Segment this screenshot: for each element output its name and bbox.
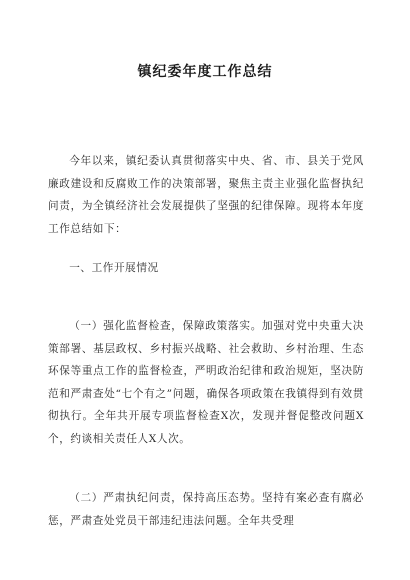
- item-1-paragraph: （一）强化监督检查，保障政策落实。加强对党中央重大决策部署、基层政权、乡村振兴战略、社会救助、乡村治理、生态环保等重点工作的监督检查，严明政治纪律和政治规矩，坚决防范和严肃查处“七个有之”问题，确保各项政策在我镇得到有效贯彻执行。全年共开展专项监督检查X次，发现并督促整改问题X个，约谈相关责任人X人次。: [48, 320, 364, 445]
- intro-paragraph: 今年以来，镇纪委认真贯彻落实中央、省、市、县关于党风廉政建设和反腐败工作的决策部署，聚焦主责主业强化监督执纪问责，为全镇经济社会发展提供了坚强的纪律保障。现将本年度工作总结如下：: [48, 155, 364, 235]
- document-title: 镇纪委年度工作总结: [137, 64, 273, 80]
- section-heading: 一、工作开展情况: [69, 262, 159, 274]
- item-2-paragraph: （二）严肃执纪问责，保持高压态势。坚持有案必查有腐必惩，严肃查处党员干部违纪违法问题。全年共受理: [48, 492, 364, 527]
